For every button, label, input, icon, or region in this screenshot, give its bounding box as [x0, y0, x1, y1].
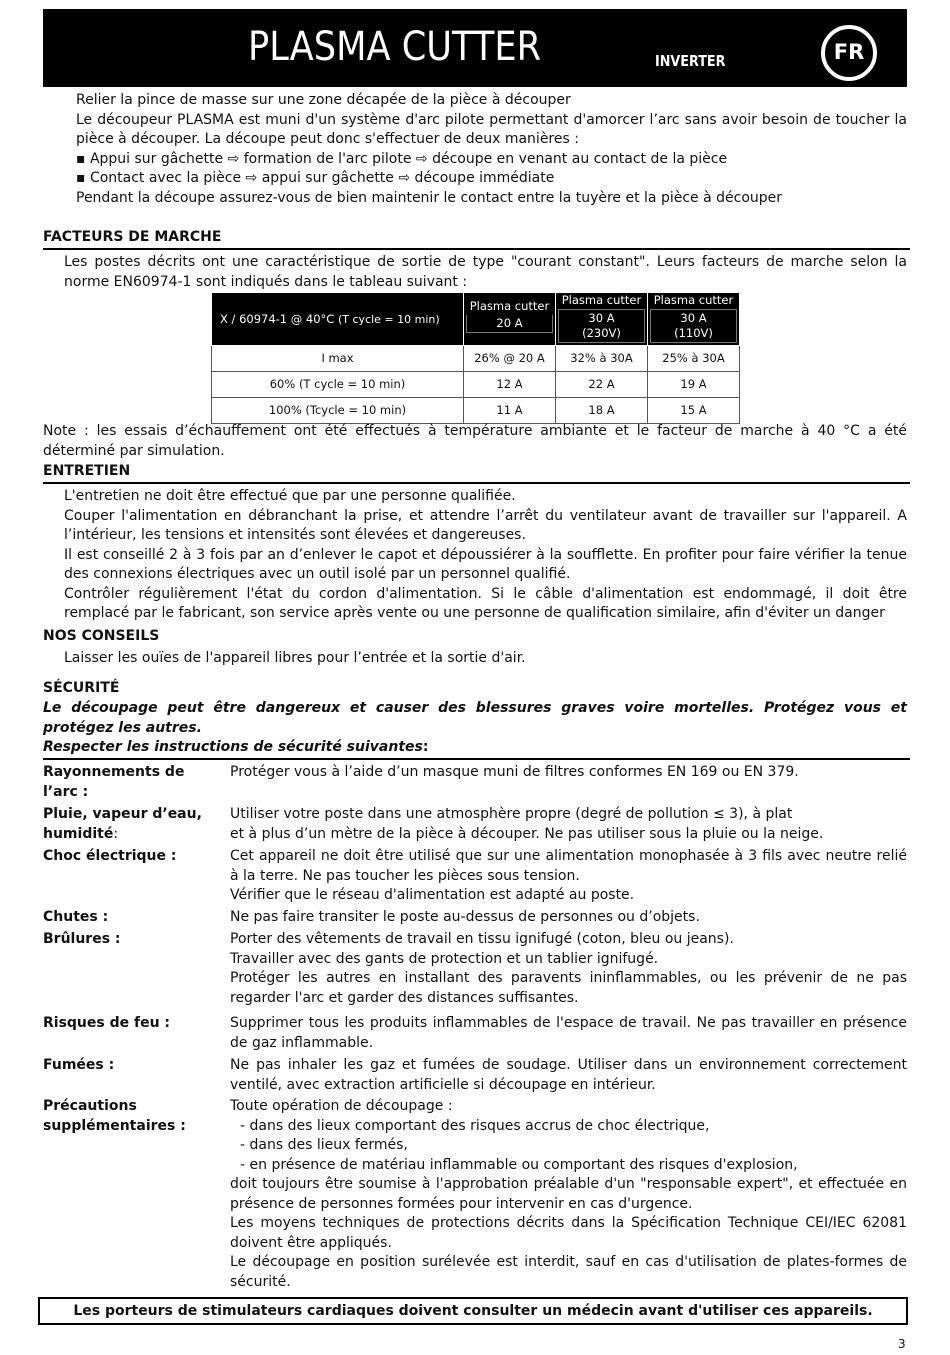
- table-column-header: Plasma cutter 20 A: [464, 293, 556, 346]
- safety-item-label: Précautions supplémentaires :: [43, 1098, 186, 1134]
- safety-item-text: Cet appareil ne doit être utilisé que sur une alimentation monophasée à 3 fils avec neutre relié à la terre. Ne pas toucher les pièces sous tension. Vérifier que le réseau d'alimentation est adapté au poste.: [230, 848, 907, 903]
- safety-item-label: Brûlures :: [43, 931, 121, 947]
- page-number: 3: [898, 1337, 906, 1351]
- table-header-row: [212, 293, 740, 346]
- safety-item-text: Protéger vous à l’aide d’un masque muni de filtres conformes EN 169 ou EN 379.: [230, 764, 799, 780]
- table-cell: 25% à 30A: [648, 346, 740, 372]
- safety-item-text: Ne pas inhaler les gaz et fumées de soudage. Utiliser dans un environnement correctement ventilé, avec extraction artificielle si découpage en intérieur.: [230, 1057, 907, 1093]
- safety-item-label: Rayonnements de l’arc :: [43, 764, 185, 800]
- intro-line: Le découpeur PLASMA est muni d'un système d'arc pilote permettant d'amorcer l’arc sans avoir besoin de toucher la pièce à découper. La découpe peut donc s'effectuer de deux manières :: [76, 111, 907, 147]
- maintenance-paragraph: L'entretien ne doit être effectué que par une personne qualifiée.: [64, 488, 516, 504]
- intro-line: Pendant la découpe assurez-vous de bien maintenir le contact entre la tuyère et la pièce à découper: [76, 189, 783, 206]
- document-subtitle: INVERTER: [655, 52, 726, 70]
- pacemaker-warning-box: Les porteurs de stimulateurs cardiaques doivent consulter un médecin avant d'utiliser ces appareils.: [38, 1297, 908, 1325]
- table-row-label: 100% (Tcycle = 10 min): [212, 398, 464, 424]
- table-corner-main: X / 60974-1 @ 40°C: [220, 311, 335, 326]
- maintenance-paragraph: Contrôler régulièrement l'état du cordon d'alimentation. Si le câble d'alimentation est endommagé, il doit être remplacé par le fabricant, son service après vente ou une personne de qualification similaire, afin d'éviter un danger: [64, 585, 907, 621]
- safety-instructions: Respecter les instructions de sécurité suivantes: [43, 739, 423, 755]
- section-divider: [43, 758, 910, 760]
- intro-line: ▪ Contact avec la pièce ⇨ appui sur gâchette ⇨ découpe immédiate: [76, 170, 555, 186]
- safety-item-text: Supprimer tous les produits inflammables de l'espace de travail. Ne pas travailler en présence de gaz inflammable.: [230, 1015, 907, 1051]
- section-divider: [43, 248, 910, 250]
- safety-item-text: Ne pas faire transiter le poste au-dessus de personnes ou d’objets.: [230, 909, 700, 925]
- document-title: PLASMA CUTTER: [248, 24, 542, 70]
- advice-text: Laisser les ouïes de l'appareil libres pour l’entrée et la sortie d'air.: [64, 650, 526, 666]
- duty-cycle-heading: FACTEURS DE MARCHE: [43, 229, 222, 245]
- safety-item-label: Chutes :: [43, 909, 109, 925]
- safety-item-label: Choc électrique :: [43, 848, 177, 864]
- safety-heading: SÉCURITÉ: [43, 680, 120, 696]
- section-divider: [43, 482, 910, 484]
- table-cell: 15 A: [648, 398, 740, 424]
- intro-section: [76, 91, 907, 208]
- safety-warning: Le découpage peut être dangereux et causer des blessures graves voire mortelles. Protégez vous et protégez les autres.: [43, 700, 907, 736]
- safety-item-text: Toute opération de découpage : - dans des lieux comportant des risques accrus de choc électrique, - dans des lieux fermés, - en présence de matériau inflammable ou comportant des risques d'explosion, doit toujours être soumise à l'approbation préalable d'un "responsable expert", et effectuée en présence de personnes formées pour intervenir en cas d'urgence. Les moyens techniques de protections décrits dans la Spécification Technique CEI/IEC 62081 doivent être appliqués. Le découpage en position surélevée est interdit, sauf en cas d'utilisation de plates-formes de sécurité.: [230, 1098, 907, 1290]
- table-cell: 22 A: [556, 372, 648, 398]
- safety-item-text: Porter des vêtements de travail en tissu ignifugé (coton, bleu ou jeans). Travailler avec des gants de protection et un tablier ignifugé. Protéger les autres en installant des paravents ininflammables, ou les prévenir de ne pas regarder l'arc et garder des distances suffisantes.: [230, 931, 907, 1006]
- table-corner-cell: [212, 293, 464, 346]
- duty-cycle-note: Note : les essais d’échauffement ont été effectués à température ambiante et le facteur de marche à 40 °C a été déterminé par simulation.: [43, 423, 907, 459]
- table-row: [212, 346, 740, 372]
- safety-item-label: Pluie, vapeur d’eau, humidité:: [43, 806, 202, 842]
- table-row-label: 60% (T cycle = 10 min): [212, 372, 464, 398]
- safety-instructions-line: Respecter les instructions de sécurité suivantes:: [43, 739, 429, 755]
- table-column-header: Plasma cutter 30 A (230V): [556, 293, 648, 346]
- duty-cycle-table: [211, 292, 740, 424]
- table-corner-sub: (T cycle = 10 min): [338, 312, 440, 326]
- advice-heading: NOS CONSEILS: [43, 628, 160, 644]
- maintenance-paragraph: Il est conseillé 2 à 3 fois par an d’enlever le capot et dépoussiérer à la soufflette. En profiter pour faire vérifier la tenue des connexions électriques avec un outil isolé par un personnel qualifié.: [64, 546, 907, 582]
- table-row: [212, 398, 740, 424]
- table-row-label: I max: [212, 346, 464, 372]
- safety-item-text: Utiliser votre poste dans une atmosphère propre (degré de pollution ≤ 3), à plat et à plus d’un mètre de la pièce à découper. Ne pas utiliser sous la pluie ou la neige.: [230, 806, 824, 842]
- page-header: [43, 9, 907, 87]
- table-cell: 12 A: [464, 372, 556, 398]
- maintenance-paragraph: Couper l'alimentation en débranchant la prise, et attendre l’arrêt du ventilateur avant de travailler sur l'appareil. A l’intérieur, les tensions et intensités sont élevées et dangereuses.: [64, 507, 907, 543]
- table-cell: 11 A: [464, 398, 556, 424]
- language-badge-icon: FR: [821, 25, 877, 81]
- table-cell: 32% à 30A: [556, 346, 648, 372]
- intro-line: Relier la pince de masse sur une zone décapée de la pièce à découper: [76, 92, 571, 108]
- table-cell: 18 A: [556, 398, 648, 424]
- safety-item-label: Fumées :: [43, 1057, 115, 1073]
- intro-line: ▪ Appui sur gâchette ⇨ formation de l'arc pilote ⇨ découpe en venant au contact de la pièce: [76, 150, 728, 167]
- table-cell: 19 A: [648, 372, 740, 398]
- maintenance-heading: ENTRETIEN: [43, 463, 131, 479]
- maintenance-text: [64, 487, 907, 624]
- table-column-header: Plasma cutter 30 A (110V): [648, 293, 740, 346]
- table-cell: 26% @ 20 A: [464, 346, 556, 372]
- table-row: [212, 372, 740, 398]
- safety-item-label: Risques de feu :: [43, 1015, 171, 1031]
- duty-cycle-text: Les postes décrits ont une caractéristique de sortie de type "courant constant". Leurs facteurs de marche selon la norme EN60974-1 sont indiqués dans le tableau suivant :: [64, 254, 907, 290]
